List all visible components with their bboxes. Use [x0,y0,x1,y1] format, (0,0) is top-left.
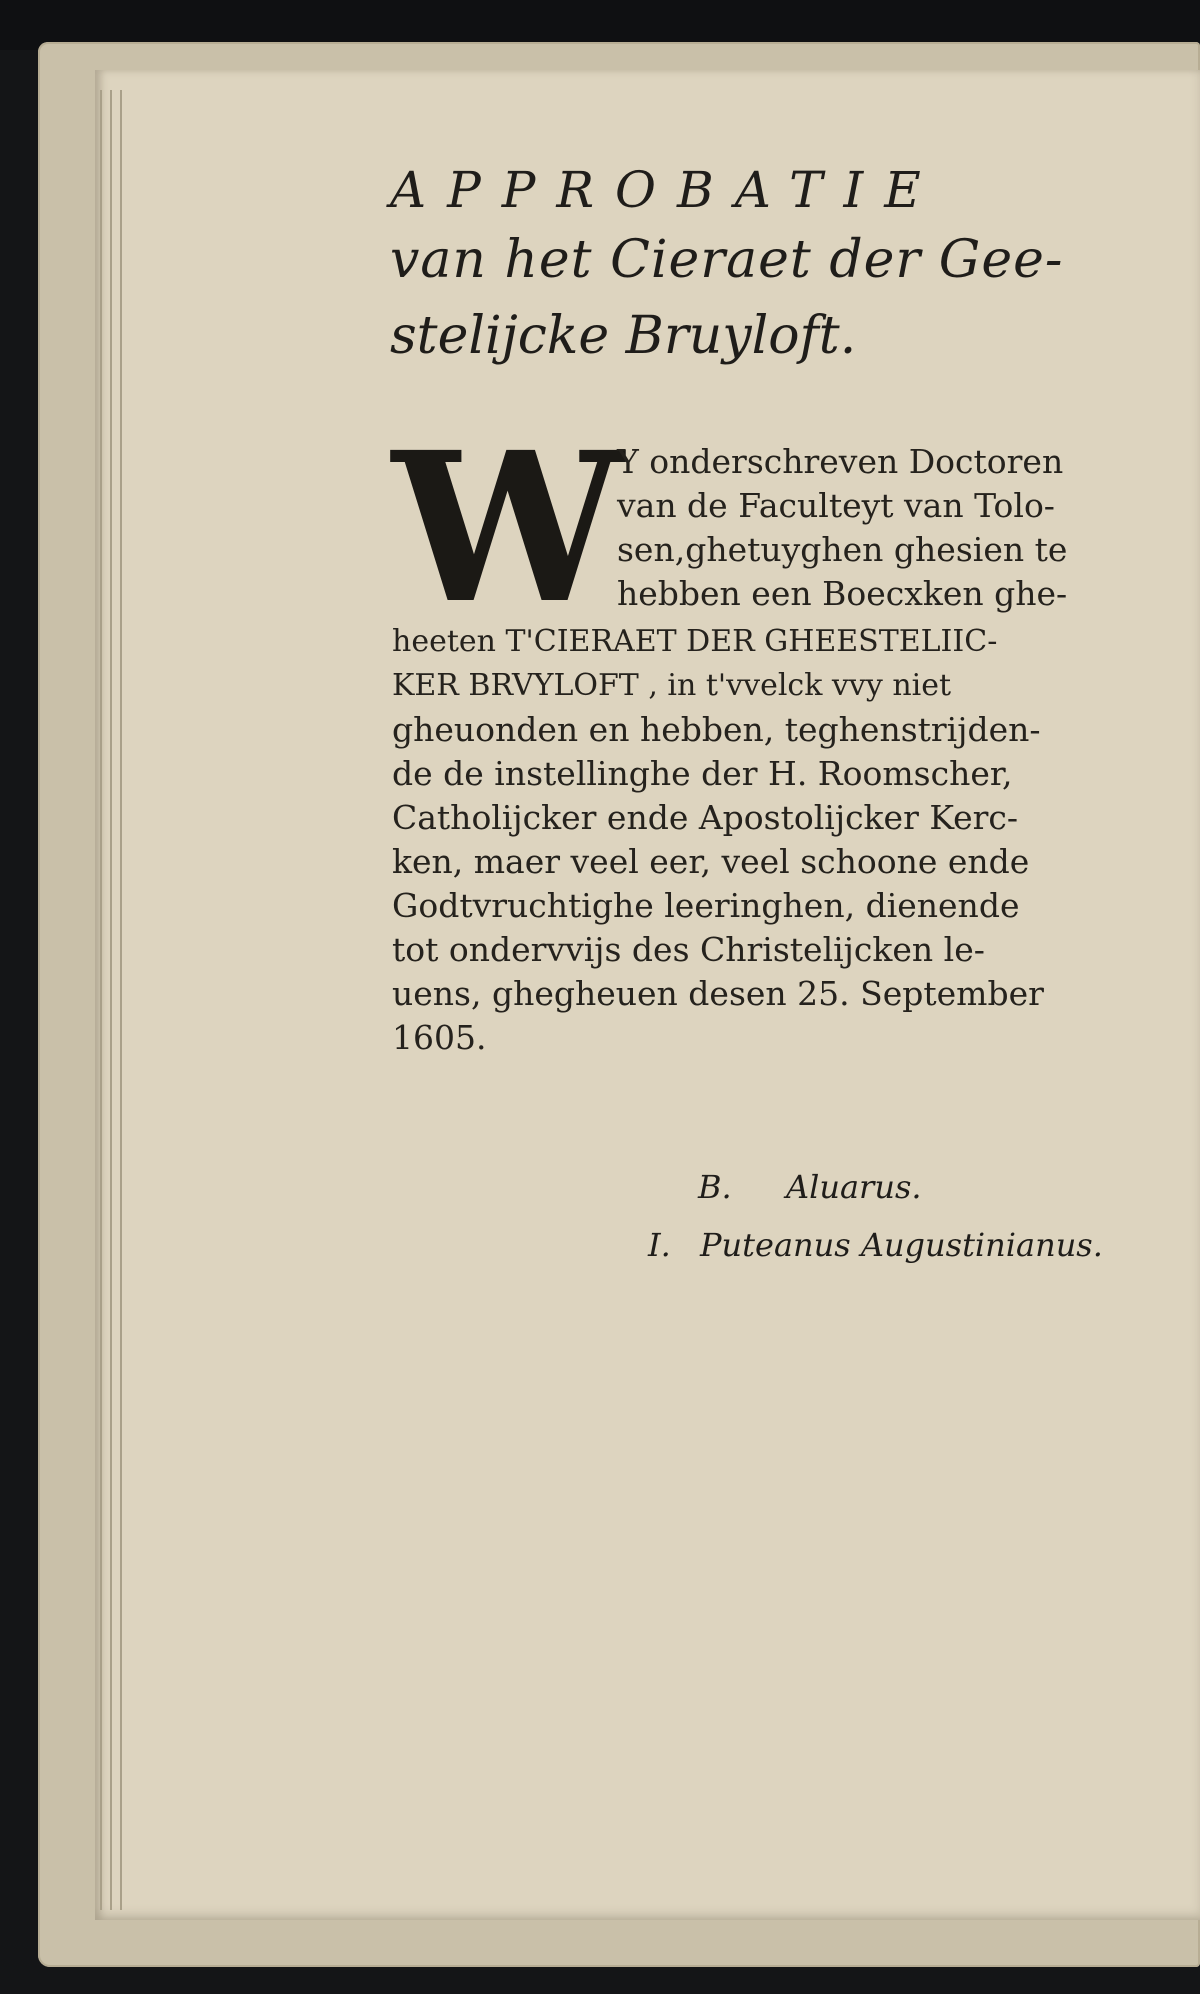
signature-name: Puteanus Augustinianus. [700,1226,1103,1264]
signature-initial: B. [698,1168,732,1206]
page-edge-line [110,90,112,1910]
page-edge-line [120,90,122,1910]
heading-subtitle-2: stelijcke Bruyloft. [390,306,857,366]
text-line: heeten T'CIERAET DER GHEESTELIIC- [392,624,998,659]
signature-initial: I. [648,1226,671,1264]
text-line: 1605. [392,1018,487,1057]
text-line: de de instellinghe der H. Roomscher, [392,754,1013,793]
text-line: gheuonden en hebben, teghenstrijden- [392,710,1041,749]
text-line: uens, ghegheuen desen 25. September [392,974,1044,1013]
text-line: tot ondervvijs des Christelijcken le- [392,930,985,969]
heading-title: APPROBATIE [390,161,942,219]
approbation-heading [390,158,1170,374]
text-line: hebben een Boecxken ghe- [617,574,1068,613]
text-line: ken, maer veel eer, veel schoone ende [392,842,1030,881]
text-line: KER BRVYLOFT , in t'vvelck vvy niet [392,668,952,703]
page-edge-line [100,90,102,1910]
signature-name: Aluarus. [786,1168,922,1206]
text-line: Y onderschreven Doctoren [617,442,1064,481]
drop-cap: W [392,407,618,649]
heading-subtitle-1: van het Cieraet der Gee- [390,230,1064,290]
text-line: sen,ghetuyghen ghesien te [617,530,1068,569]
text-line: Catholijcker ende Apostolijcker Kerc- [392,798,1019,837]
text-line: Godtvruchtighe leeringhen, dienende [392,886,1020,925]
text-line: van de Faculteyt van Tolo- [617,486,1055,525]
